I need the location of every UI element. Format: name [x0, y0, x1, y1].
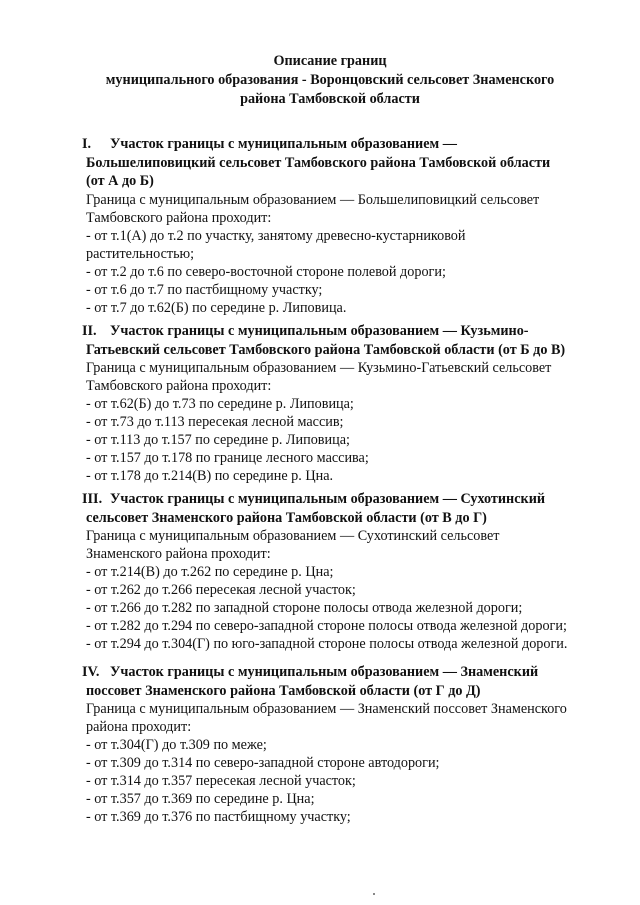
list-item: - от т.357 до т.369 по середине р. Цна;	[86, 791, 315, 807]
section-1-list	[86, 227, 616, 317]
list-item: - от т.314 до т.357 пересекая лесной участок;	[86, 773, 356, 789]
list-item: - от т.266 до т.282 по западной стороне полосы отвода железной дороги;	[86, 600, 523, 616]
list-item: - от т.294 до т.304(Г) по юго-западной стороне полосы отвода железной дороги.	[86, 636, 568, 652]
section-4	[82, 663, 616, 826]
list-item: - от т.178 до т.214(В) по середине р. Цна.	[86, 468, 334, 484]
list-item: - от т.157 до т.178 по границе лесного массива;	[86, 450, 369, 466]
list-item: - от т.282 до т.294 по северо-западной стороне полосы отвода железной дороги;	[86, 618, 567, 634]
list-item: - от т.2 до т.6 по северо-восточной стороне полевой дороги;	[86, 263, 446, 280]
section-4-intro: Граница с муниципальным образованием — Знаменский поссовет Знаменского района проходит:	[86, 701, 567, 735]
section-4-numeral: IV.	[82, 664, 100, 680]
section-3-numeral: III.	[82, 491, 103, 507]
section-1-heading: I. Участок границы с муниципальным образованием — Большелиповицкий сельсовет Тамбовского района Тамбовской области (от А до Б)	[82, 136, 551, 189]
section-2-heading: II. Участок границы с муниципальным образованием — Кузьмино- Гатьевский сельсовет Тамбовского района Тамбовской области (от Б до В)	[82, 323, 566, 358]
section-1-numeral: I.	[82, 136, 92, 152]
list-item: - от т.369 до т.376 по пастбищному участку;	[86, 809, 351, 825]
list-item: - от т.6 до т.7 по пастбищному участку;	[86, 281, 323, 298]
section-1-intro: Граница с муниципальным образованием — Большелиповицкий сельсовет Тамбовского района проходит:	[86, 191, 540, 226]
list-item: - от т.304(Г) до т.309 по меже;	[86, 737, 267, 753]
list-item: - от т.7 до т.62(Б) по середине р. Липовица.	[86, 299, 347, 316]
list-item: - от т.113 до т.157 по середине р. Липовица;	[86, 432, 350, 448]
section-3-intro: Граница с муниципальным образованием — Сухотинский сельсовет Знаменского района проходит:	[86, 528, 500, 562]
section-1	[82, 135, 616, 317]
list-item: - от т.262 до т.266 пересекая лесной участок;	[86, 582, 356, 598]
list-item: - от т.1(А) до т.2 по участку, занятому древесно-кустарниковой	[86, 227, 466, 244]
section-2	[82, 322, 616, 485]
section-4-heading: IV. Участок границы с муниципальным образованием — Знаменский поссовет Знаменского района Тамбовской области (от Г до Д)	[82, 664, 539, 699]
section-3-list	[86, 563, 616, 653]
list-item: растительностью;	[86, 245, 195, 262]
section-2-numeral: II.	[82, 323, 97, 339]
title-line-1: Описание границ	[273, 53, 387, 69]
title-line-3: района Тамбовской области	[240, 91, 420, 107]
list-item: - от т.62(Б) до т.73 по середине р. Липовица;	[86, 396, 354, 412]
list-item: - от т.309 до т.314 по северо-западной стороне автодороги;	[86, 755, 440, 771]
title-line-2: муниципального образования - Воронцовский сельсовет Знаменского	[105, 72, 555, 88]
list-item: - от т.73 до т.113 пересекая лесной массив;	[86, 414, 344, 430]
section-3	[82, 490, 616, 653]
document-title	[60, 52, 600, 109]
list-item: - от т.214(В) до т.262 по середине р. Цна;	[86, 564, 334, 580]
section-2-intro: Граница с муниципальным образованием — Кузьмино-Гатьевский сельсовет Тамбовского района проходит:	[86, 360, 552, 394]
section-3-heading: III. Участок границы с муниципальным образованием — Сухотинский сельсовет Знаменского района Тамбовской области (от В до Г)	[82, 491, 546, 526]
scan-speck	[373, 893, 375, 895]
section-2-list	[86, 395, 616, 485]
section-4-list	[86, 736, 616, 826]
